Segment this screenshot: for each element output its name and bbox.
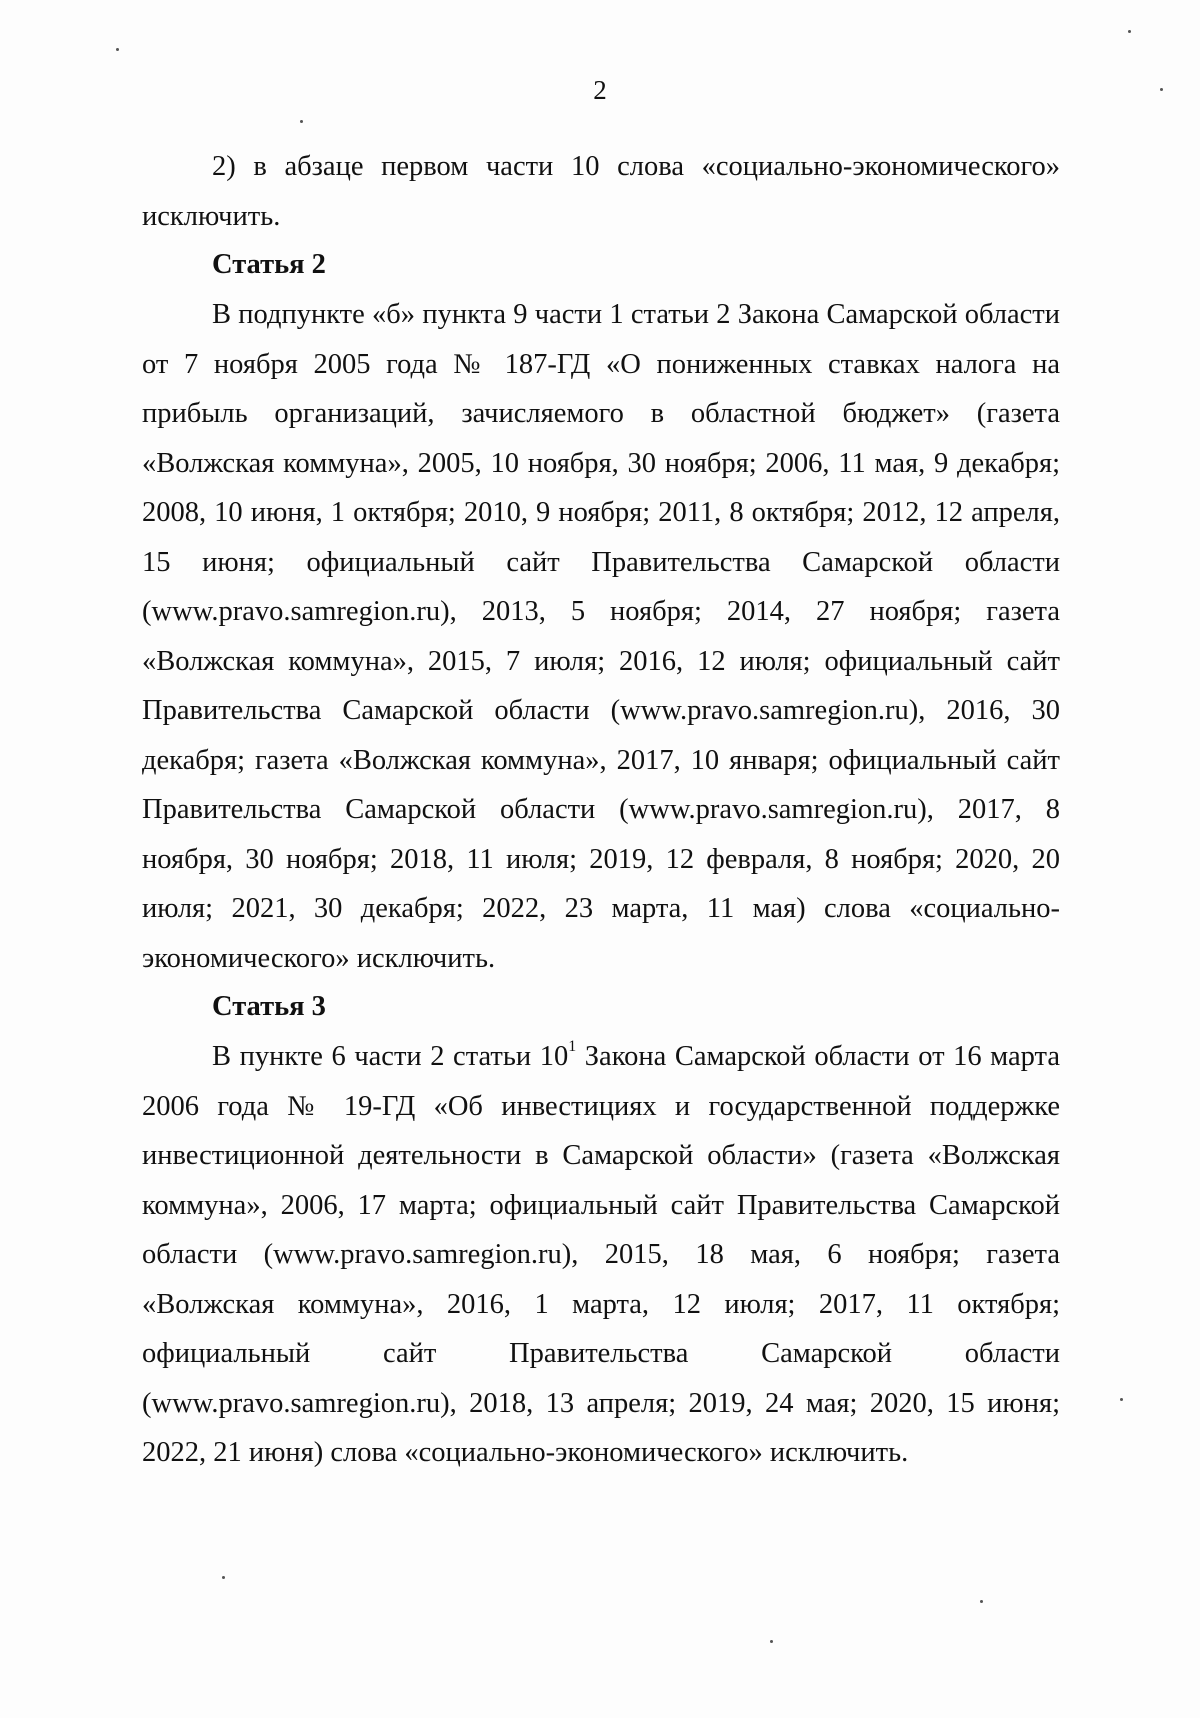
item-2-text: 2) в абзаце первом части 10 слова «социально-экономического» исключить. — [142, 151, 1060, 232]
article-3-text-before: В пункте 6 части 2 статьи 10 — [212, 1041, 569, 1072]
scan-speck — [770, 1640, 773, 1643]
article-2-text: В подпункте «б» пункта 9 части 1 статьи 2 Закона Самарской области от 7 ноября 2005 года № 187-ГД «О пониженных ставках налога на прибыль организаций, зачисляемого в областной бюджет» (газета «Волжская коммуна», 2005, 10 ноября, 30 ноября; 2006, 11 мая, 9 декабря; 2008, 10 июня, 1 октября; 2010, 9 ноября; 2011, 8 октября; 2012, 12 апреля, 15 июня; официальный сайт Правительства Самарской области (www.pravo.samregion.ru), 2013, 5 ноября; 2014, 27 ноября; газета «Волжская коммуна», 2015, 7 июля; 2016, 12 июля; официальный сайт Правительства Самарской области (www.pravo.samregion.ru), 2016, 30 декабря; газета «Волжская коммуна», 2017, 10 января; официальный сайт Правительства Самарской области (www.pravo.samregion.ru), 2017, 8 ноября, 30 ноября; 2018, 11 июля; 2019, 12 февраля, 8 ноября; 2020, 20 июля; 2021, 30 декабря; 2022, 23 марта, 11 мая) слова «социально-экономического» исключить. — [142, 299, 1060, 974]
item-2-paragraph — [142, 142, 1060, 241]
scan-speck — [300, 120, 303, 123]
scan-speck — [1128, 30, 1131, 33]
scan-speck — [222, 1576, 225, 1579]
article-2-heading: Статья 2 — [212, 249, 326, 280]
article-3-text — [142, 1032, 1060, 1478]
scan-speck — [116, 48, 119, 51]
article-3-superscript: 1 — [568, 1038, 577, 1055]
scan-speck — [1160, 88, 1163, 91]
scan-speck — [1120, 1398, 1123, 1401]
article-3-paragraph — [142, 1032, 1060, 1478]
scan-speck — [980, 1600, 983, 1603]
article-2-paragraph — [142, 290, 1060, 983]
article-3-heading: Статья 3 — [212, 991, 326, 1022]
page-number: 2 — [593, 75, 607, 105]
article-3-text-after: Закона Самарской области от 16 марта 2006 года № 19-ГД «Об инвестициях и государственной поддержке инвестиционной деятельности в Самарской области» (газета «Волжская коммуна», 2006, 17 марта; официальный сайт Правительства Самарской области (www.pravo.samregion.ru), 2015, 18 мая, 6 ноября; газета «Волжская коммуна», 2016, 1 марта, 12 июля; 2017, 11 октября; официальный сайт Правительства Самарской области (www.pravo.samregion.ru), 2018, 13 апреля; 2019, 24 мая; 2020, 15 июня; 2022, 21 июня) слова «социально-экономического» исключить. — [142, 1041, 1060, 1468]
